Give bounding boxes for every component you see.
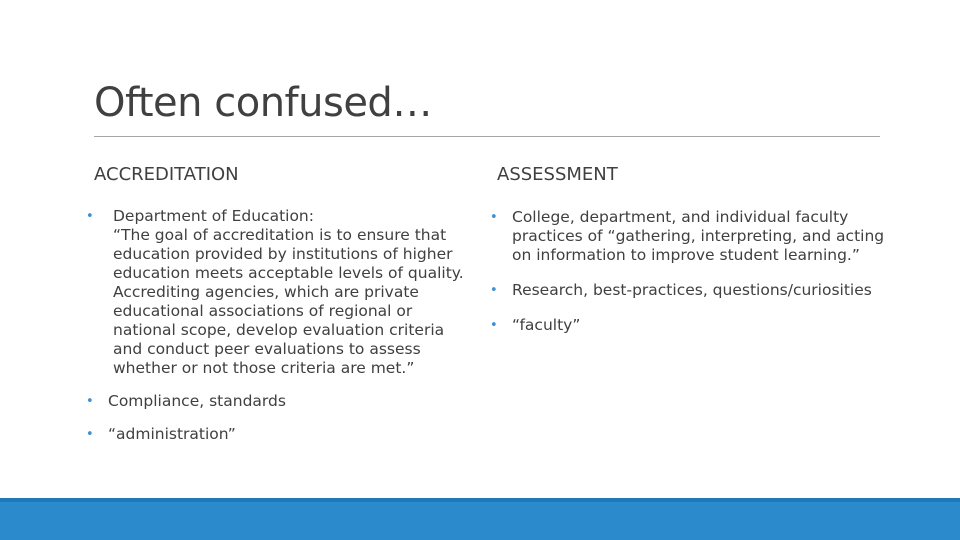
list-item [490,281,910,300]
title-divider [94,136,880,137]
bullet-icon: • [490,283,498,298]
slide-title: Often confused… [94,80,432,126]
bullet-icon: • [86,427,94,442]
bullet-icon: • [490,210,498,225]
list-item [490,316,910,335]
assessment-heading: ASSESSMENT [497,164,618,185]
list-item [86,425,481,444]
list-item [86,207,481,378]
list-item [86,392,481,411]
bullet-text: College, department, and individual faculty practices of “gathering, interpreting, and acting on information to improve student learning.” [512,208,885,264]
bullet-icon: • [490,318,498,333]
footer-accent-stripe [0,498,960,502]
bullet-icon: • [86,394,94,409]
bullet-text: Compliance, standards [108,392,286,410]
assessment-bullet-list [490,208,910,350]
bullet-text: Research, best-practices, questions/curiosities [512,281,872,299]
footer-bar [0,498,960,540]
bullet-icon: • [86,209,94,224]
accreditation-bullet-list [86,207,481,459]
bullet-text: “administration” [108,425,236,443]
bullet-text: Department of Education: “The goal of accreditation is to ensure that education provided by institutions of higher education meets acceptable levels of quality. Accrediting agencies, which are private educational associations of regional or national scope, develop evaluation criteria and conduct peer evaluations to assess whether or not those criteria are met.” [113,207,464,377]
bullet-text: “faculty” [512,316,581,334]
accreditation-heading: ACCREDITATION [94,164,239,185]
list-item [490,208,910,265]
